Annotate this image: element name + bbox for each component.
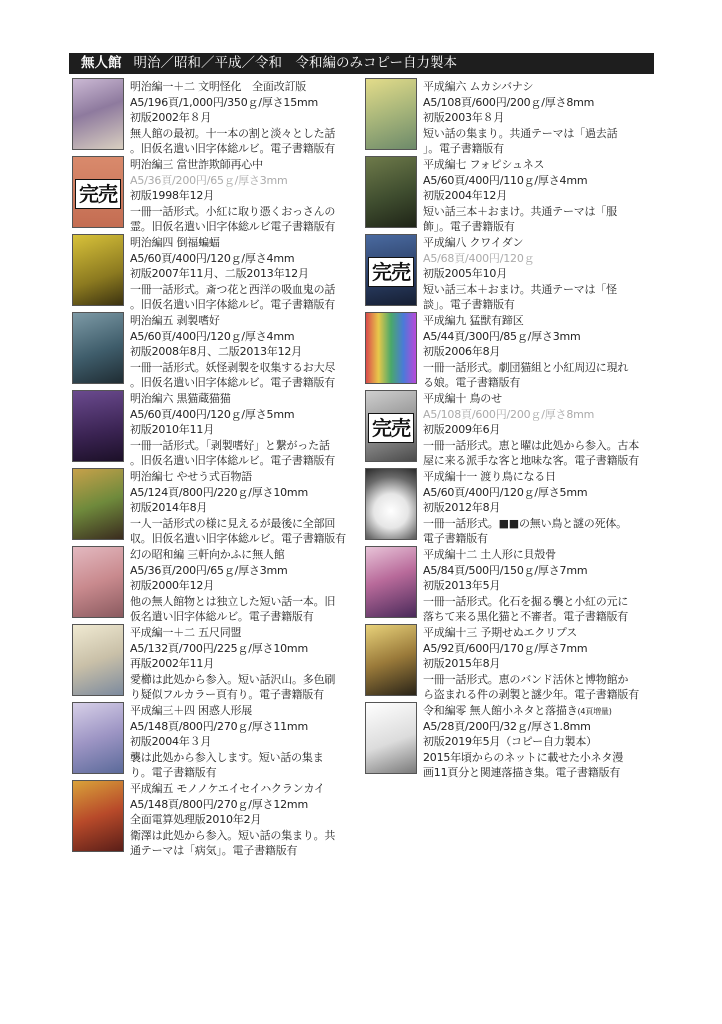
book-cover <box>72 390 124 462</box>
book-entry <box>72 312 372 389</box>
book-description: 一冊一話形式。小紅に取り憑くおっさんの <box>130 204 336 218</box>
book-title: 平成編八 クワイダン <box>423 236 524 249</box>
book-entry <box>365 156 665 233</box>
book-description: 一冊一話形式。「剥製嗜好」と繋がった話 <box>130 438 330 452</box>
book-cover <box>365 546 417 618</box>
book-date: 初版2005年10月 <box>423 267 507 280</box>
book-cover <box>72 312 124 384</box>
book-description: ら盗まれる件の剥製と謎少年。電子書籍版有 <box>423 688 639 701</box>
book-description: 短い話三本＋おまけ。共通テーマは「服 <box>423 204 617 218</box>
book-description: 一冊一話形式。妖怪剥製を収集するお大尽 <box>130 360 336 374</box>
book-date: 初版2014年8月 <box>130 501 208 514</box>
book-description: 一冊一話形式。斎つ花と西洋の吸血鬼の話 <box>130 282 336 296</box>
book-title: 明治編一＋二 文明怪化 全面改訂版 <box>130 80 307 93</box>
book-cover <box>365 156 417 228</box>
book-spec: A5/28頁/200円/32ｇ/厚さ1.8mm <box>423 719 591 733</box>
sold-out-stamp: 完売 <box>368 413 414 443</box>
book-spec: A5/124頁/800円/220ｇ/厚さ10mm <box>130 485 308 499</box>
book-title: 明治編三 當世詐欺師再心中 <box>130 158 263 171</box>
book-spec: A5/148頁/800円/270ｇ/厚さ11mm <box>130 719 308 733</box>
book-cover <box>72 624 124 696</box>
book-description: る娘。電子書籍版有 <box>423 376 521 389</box>
book-cover <box>365 312 417 384</box>
book-description: 一人一話形式の様に見えるが最後に全部回 <box>130 516 336 530</box>
book-entry <box>365 234 665 311</box>
book-description: 短い話三本＋おまけ。共通テーマは「怪 <box>423 282 617 296</box>
book-cover <box>72 78 124 150</box>
book-title: 平成編七 フォピシュネス <box>423 158 545 171</box>
book-description: 短い話の集まり。共通テーマは「過去話 <box>423 126 618 140</box>
book-title: 平成編十二 土人形に貝殻骨 <box>423 548 556 561</box>
book-description: 一冊一話形式。■■の無い鳥と謎の死体。 <box>423 516 627 530</box>
book-spec: A5/84頁/500円/150ｇ/厚さ7mm <box>423 563 588 577</box>
book-date: 初版2015年8月 <box>423 657 501 670</box>
book-entry <box>365 390 665 467</box>
book-entry <box>72 156 372 233</box>
book-description: 落ちて来る黒化猫と不審者。電子書籍版有 <box>423 610 629 623</box>
book-description: 襲は此処から参入します。短い話の集ま <box>130 750 324 764</box>
book-date: 初版2013年5月 <box>423 579 501 592</box>
book-title: 平成編三＋四 困惑人形展 <box>130 704 253 717</box>
book-description: 画11頁分と関連落描き集。電子書籍版有 <box>423 766 621 779</box>
book-description: り疑似フルカラー頁有り。電子書籍版有 <box>130 688 324 701</box>
book-entry <box>72 546 372 623</box>
book-date: 初版2009年6月 <box>423 423 501 436</box>
book-description: 愛櫛は此処から参入。短い話沢山。多色刷 <box>130 672 336 686</box>
book-date: 初版2003年８月 <box>423 111 505 124</box>
book-cover <box>365 390 417 462</box>
book-title: 平成編十三 予期せぬエクリプス <box>423 626 578 639</box>
book-entry <box>72 234 372 311</box>
book-description: 収。旧仮名遣い旧字体総ルビ。電子書籍版有 <box>130 532 346 545</box>
book-description: 通テーマは「病気」。電子書籍版有 <box>130 844 298 857</box>
book-cover <box>72 780 124 852</box>
book-date: 初版2006年8月 <box>423 345 501 358</box>
book-title: 幻の昭和編 三軒向かふに無人館 <box>130 548 285 561</box>
book-date: 初版2010年11月 <box>130 423 214 436</box>
book-description: 衛澤は此処から参入。短い話の集まり。共 <box>130 828 336 842</box>
book-description: 一冊一話形式。化石を掘る襲と小紅の元に <box>423 594 629 608</box>
book-date: 再版2002年11月 <box>130 657 214 670</box>
book-description: 飾」。電子書籍版有 <box>423 220 515 233</box>
book-description: 無人館の最初。十一本の割と淡々とした話 <box>130 126 336 140</box>
book-title: 平成編六 ムカシバナシ <box>423 80 534 93</box>
book-cover <box>72 234 124 306</box>
book-date: 初版1998年12月 <box>130 189 214 202</box>
book-description: 屋に来る派手な客と地味な客。電子書籍版有 <box>423 454 639 467</box>
book-entry <box>72 78 372 155</box>
book-spec: A5/36頁/200円/65ｇ/厚さ3mm <box>130 563 288 577</box>
book-description: 一冊一話形式。劇団猫組と小紅周辺に現れ <box>423 360 629 374</box>
book-description: 一冊一話形式。恵のバンド活休と博物館か <box>423 672 629 686</box>
book-spec: A5/132頁/700円/225ｇ/厚さ10mm <box>130 641 308 655</box>
book-spec: A5/148頁/800円/270ｇ/厚さ12mm <box>130 797 308 811</box>
book-description: 。旧仮名遣い旧字体総ルビ。電子書籍版有 <box>130 454 336 467</box>
book-spec: A5/196頁/1,000円/350ｇ/厚さ15mm <box>130 95 319 109</box>
book-description: 談」。電子書籍版有 <box>423 298 515 311</box>
book-title-line <box>423 703 655 719</box>
book-date: 初版2008年8月、二版2013年12月 <box>130 345 302 358</box>
book-description: 他の無人館物とは独立した短い話一本。旧 <box>130 594 336 608</box>
series-subtitle: 明治／昭和／平成／令和 令和編のみコピー自力製本 <box>133 55 457 71</box>
book-title: 令和編零 無人館小ネタと落描き <box>423 704 578 717</box>
book-entry <box>365 78 665 155</box>
book-date: 初版2000年12月 <box>130 579 214 592</box>
book-date: 初版2019年5月（コピー自力製本） <box>423 735 597 748</box>
book-spec: A5/108頁/600円/200ｇ/厚さ8mm <box>423 407 595 421</box>
book-description: 一冊一話形式。恵と曜は此処から参入。古本 <box>423 438 639 452</box>
book-entry <box>72 468 372 545</box>
book-entry <box>365 468 665 545</box>
book-entry <box>365 702 665 779</box>
book-cover <box>72 156 124 228</box>
book-description: 仮名遣い旧字体総ルビ。電子書籍版有 <box>130 610 314 623</box>
book-description: 。旧仮名遣い旧字体総ルビ。電子書籍版有 <box>130 142 336 155</box>
book-entry <box>72 624 372 701</box>
book-spec: A5/92頁/600円/170ｇ/厚さ7mm <box>423 641 588 655</box>
book-date: 初版2002年８月 <box>130 111 212 124</box>
book-cover <box>365 234 417 306</box>
book-cover <box>365 78 417 150</box>
book-date: 初版2012年8月 <box>423 501 501 514</box>
book-entry <box>72 780 372 857</box>
series-name: 無人館 <box>81 55 122 71</box>
book-spec: A5/60頁/400円/110ｇ/厚さ4mm <box>423 173 588 187</box>
book-title: 平成編十 鳥のせ <box>423 392 502 405</box>
book-spec: A5/60頁/400円/120ｇ/厚さ4mm <box>130 251 295 265</box>
book-cover <box>365 468 417 540</box>
book-spec: A5/60頁/400円/120ｇ/厚さ5mm <box>423 485 588 499</box>
book-title: 明治編五 剥製嗜好 <box>130 314 220 327</box>
book-date: 初版2004年12月 <box>423 189 507 202</box>
book-description: 2015年頃からのネットに載せた小ネタ漫 <box>423 750 623 764</box>
book-description: 電子書籍版有 <box>423 532 488 545</box>
book-cover <box>365 624 417 696</box>
book-cover <box>72 468 124 540</box>
book-cover <box>72 546 124 618</box>
book-spec: A5/108頁/600円/200ｇ/厚さ8mm <box>423 95 595 109</box>
book-description: り。電子書籍版有 <box>130 766 217 779</box>
sold-out-stamp: 完売 <box>368 257 414 287</box>
book-entry <box>72 702 372 779</box>
book-spec: A5/68頁/400円/120ｇ <box>423 251 535 265</box>
book-title: 明治編六 黒猫蔵猫猫 <box>130 392 231 405</box>
book-date: 全面電算処理版2010年2月 <box>130 813 262 826</box>
book-spec: A5/60頁/400円/120ｇ/厚さ5mm <box>130 407 295 421</box>
sold-out-stamp: 完売 <box>75 179 121 209</box>
book-title: 平成編九 猛獣有蹄区 <box>423 314 524 327</box>
book-title: 明治編七 やせう式百物語 <box>130 470 253 483</box>
book-spec: A5/36頁/200円/65ｇ/厚さ3mm <box>130 173 288 187</box>
catalog-header <box>69 53 654 74</box>
book-cover <box>365 702 417 774</box>
book-title: 明治編四 倒福蝙蝠 <box>130 236 220 249</box>
book-date: 初版2007年11月、二版2013年12月 <box>130 267 309 280</box>
book-title: 平成編五 モノノケエイセイハクランカイ <box>130 782 325 795</box>
book-entry <box>72 390 372 467</box>
book-date: 初版2004年３月 <box>130 735 212 748</box>
book-description: 。旧仮名遣い旧字体総ルビ。電子書籍版有 <box>130 298 336 311</box>
book-spec: A5/44頁/300円/85ｇ/厚さ3mm <box>423 329 581 343</box>
book-description: 。旧仮名遣い旧字体総ルビ。電子書籍版有 <box>130 376 336 389</box>
book-title-note: (4頁増量) <box>577 707 612 716</box>
book-spec: A5/60頁/400円/120ｇ/厚さ4mm <box>130 329 295 343</box>
book-entry <box>365 546 665 623</box>
book-entry <box>365 312 665 389</box>
book-description: 」。電子書籍版有 <box>423 142 504 155</box>
book-title: 平成編一＋二 五尺同盟 <box>130 626 242 639</box>
book-description: 霊。旧仮名遣い旧字体総ルビ電子書籍版有 <box>130 220 336 233</box>
book-title: 平成編十一 渡り鳥になる日 <box>423 470 556 483</box>
book-cover <box>72 702 124 774</box>
book-entry <box>365 624 665 701</box>
